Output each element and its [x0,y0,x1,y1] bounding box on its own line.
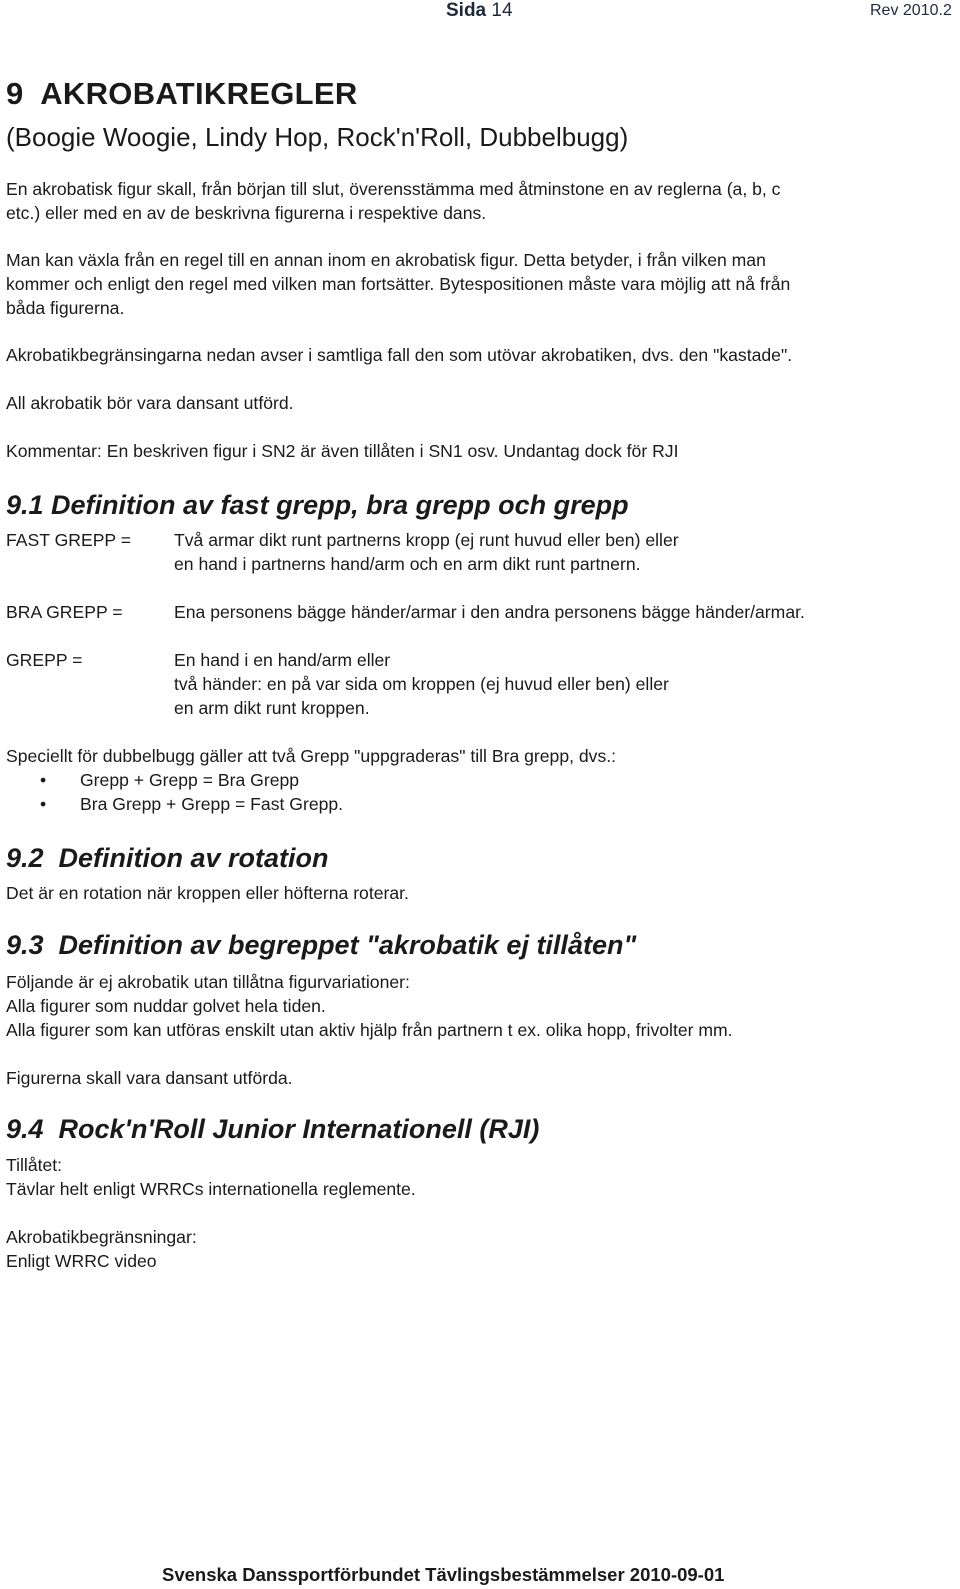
page-number: 14 [491,0,513,21]
grepp-definition-line-2: två händer: en på var sida om kroppen (ej huvud eller ben) eller [174,674,669,694]
section-9-1-heading: 9.1 Definition av fast grepp, bra grepp och grepp [6,490,629,520]
section-9-3-line-3: Alla figurer som kan utföras enskilt utan aktiv hjälp från partnern t ex. olika hopp, frivolter mm. [6,1020,733,1040]
intro-paragraph-4: All akrobatik bör vara dansant utförd. [6,393,294,413]
acrobatics-limits-label: Akrobatikbegränsningar: [6,1227,197,1247]
page-number-header [446,0,513,22]
allowed-label: Tillåtet: [6,1155,63,1175]
section-9-2-text: Det är en rotation när kroppen eller höfterna roterar. [6,883,409,903]
bullet-2-text: Bra Grepp + Grepp = Fast Grepp. [80,794,344,814]
fast-grepp-definition-line-1: Två armar dikt runt partnerns kropp (ej runt huvud eller ben) eller [174,530,679,550]
page-label: Sida [446,0,487,21]
section-9-3-line-2: Alla figurer som nuddar golvet hela tiden. [6,996,326,1016]
section-9-4-heading: 9.4 Rock'n'Roll Junior Internationell (RJI) [6,1114,540,1144]
acrobatics-limits-text: Enligt WRRC video [6,1251,157,1271]
grepp-term: GREPP = [6,650,83,670]
chapter-heading: 9 AKROBATIKREGLER [6,76,358,111]
section-9-2-heading: 9.2 Definition av rotation [6,843,329,873]
grepp-definition-line-3: en arm dikt runt kroppen. [174,698,370,718]
page-footer: Svenska Danssportförbundet Tävlingsbestämmelser 2010-09-01 [162,1564,725,1585]
bullet-2-marker: • [40,794,47,814]
chapter-subheading: (Boogie Woogie, Lindy Hop, Rock'n'Roll, Dubbelbugg) [6,122,629,152]
section-9-3-heading: 9.3 Definition av begreppet "akrobatik ej tillåten" [6,930,637,960]
revision-label: Rev 2010.2 [870,2,952,19]
intro-paragraph-2-line-3: båda figurerna. [6,298,125,318]
intro-paragraph-1-line-1: En akrobatisk figur skall, från början till slut, överensstämma med åtminstone en av reglerna (a, b, c [6,179,781,199]
allowed-text: Tävlar helt enligt WRRCs internationella reglemente. [6,1179,416,1199]
bra-grepp-term: BRA GREPP = [6,602,123,622]
section-9-3-line-1: Följande är ej akrobatik utan tillåtna figurvariationer: [6,972,410,992]
bra-grepp-definition: Ena personens bägge händer/armar i den andra personens bägge händer/armar. [174,602,805,622]
bullet-1-text: Grepp + Grepp = Bra Grepp [80,770,300,790]
grepp-definition-line-1: En hand i en hand/arm eller [174,650,391,670]
fast-grepp-definition-line-2: en hand i partnerns hand/arm och en arm dikt runt partnern. [174,554,641,574]
bullet-1-marker: • [40,770,47,790]
intro-paragraph-2-line-1: Man kan växla från en regel till en annan inom en akrobatisk figur. Detta betyder, i från vilken man [6,250,766,270]
fast-grepp-term: FAST GREPP = [6,530,132,550]
section-9-3-line-4: Figurerna skall vara dansant utförda. [6,1068,293,1088]
dubbelbugg-intro: Speciellt för dubbelbugg gäller att två Grepp "uppgraderas" till Bra grepp, dvs.: [6,746,617,766]
intro-paragraph-1-line-2: etc.) eller med en av de beskrivna figurerna i respektive dans. [6,203,487,223]
intro-paragraph-5: Kommentar: En beskriven figur i SN2 är även tillåten i SN1 osv. Undantag dock för RJI [6,441,679,461]
intro-paragraph-2-line-2: kommer och enligt den regel med vilken man fortsätter. Bytespositionen måste vara möjlig att nå från [6,274,791,294]
intro-paragraph-3: Akrobatikbegränsingarna nedan avser i samtliga fall den som utövar akrobatiken, dvs. den "kastade". [6,345,793,365]
